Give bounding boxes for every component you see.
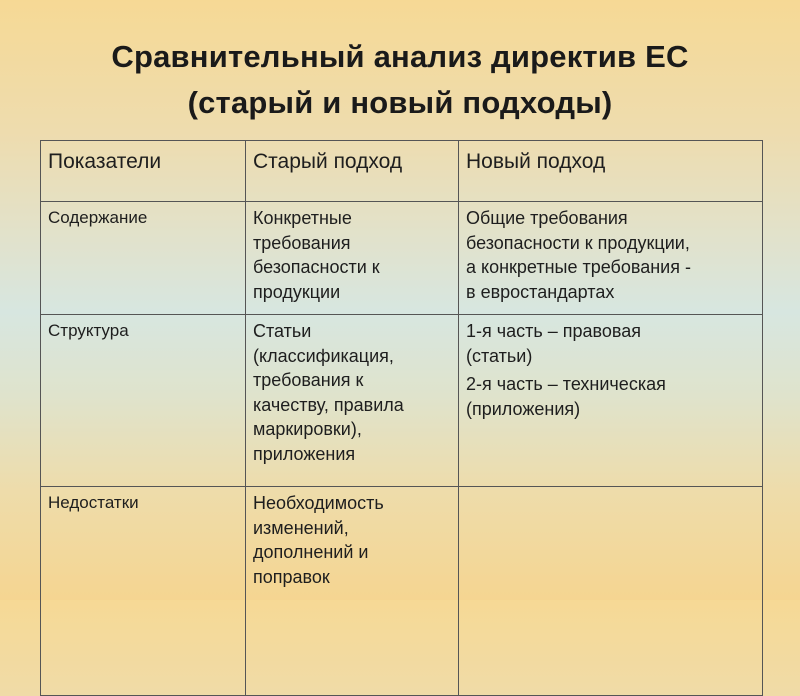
cell-line: дополнений и <box>253 542 369 562</box>
cell-line: поправок <box>253 566 330 587</box>
cell-line: маркировки), <box>253 419 362 439</box>
header-indicators: Показатели <box>41 141 246 202</box>
cell-old-structure <box>246 315 459 487</box>
cell-line: безопасности к продукции, <box>466 232 690 253</box>
row-label-defects: Недостатки <box>41 487 246 696</box>
cell-new-content <box>459 202 763 315</box>
cell-line: а конкретные требования - <box>466 257 691 277</box>
cell-new-structure <box>459 315 763 487</box>
table-row-structure <box>41 315 763 487</box>
slide-title-line-1: Сравнительный анализ директив ЕС <box>111 39 689 74</box>
cell-line: Общие требования <box>466 208 628 228</box>
cell-line: приложения <box>253 443 356 464</box>
cell-line: качеству, правила <box>253 394 404 415</box>
comparison-table <box>40 140 763 696</box>
cell-line: Необходимость <box>253 493 384 513</box>
slide-title-line-2: (старый и новый подходы) <box>187 85 613 120</box>
cell-line: Статьи <box>253 321 312 341</box>
table-row-defects <box>41 487 763 696</box>
cell-line: в евростандартах <box>466 281 615 302</box>
row-label-content: Содержание <box>41 202 246 315</box>
row-label-structure: Структура <box>41 315 246 487</box>
table-row-content <box>41 202 763 315</box>
paragraph-technical-part <box>466 372 755 421</box>
cell-line: 1-я часть – правовая <box>466 321 642 341</box>
cell-line: (приложения) <box>466 398 581 419</box>
slide-title <box>0 34 800 126</box>
header-old-approach: Старый подход <box>246 141 459 202</box>
cell-line: Конкретные <box>253 208 352 228</box>
cell-old-defects <box>246 487 459 696</box>
cell-line: требования к <box>253 370 364 390</box>
header-new-approach: Новый подход <box>459 141 763 202</box>
cell-line: безопасности к <box>253 257 380 277</box>
cell-line: 2-я часть – техническая <box>466 374 666 394</box>
cell-line: изменений, <box>253 517 349 538</box>
cell-new-defects-empty <box>459 487 763 696</box>
cell-line: (статьи) <box>466 345 533 366</box>
cell-line: (классификация, <box>253 345 394 366</box>
paragraph-legal-part <box>466 319 755 368</box>
cell-line: требования <box>253 232 351 253</box>
cell-old-content <box>246 202 459 315</box>
cell-line: продукции <box>253 281 341 302</box>
table-header-row <box>41 141 763 202</box>
